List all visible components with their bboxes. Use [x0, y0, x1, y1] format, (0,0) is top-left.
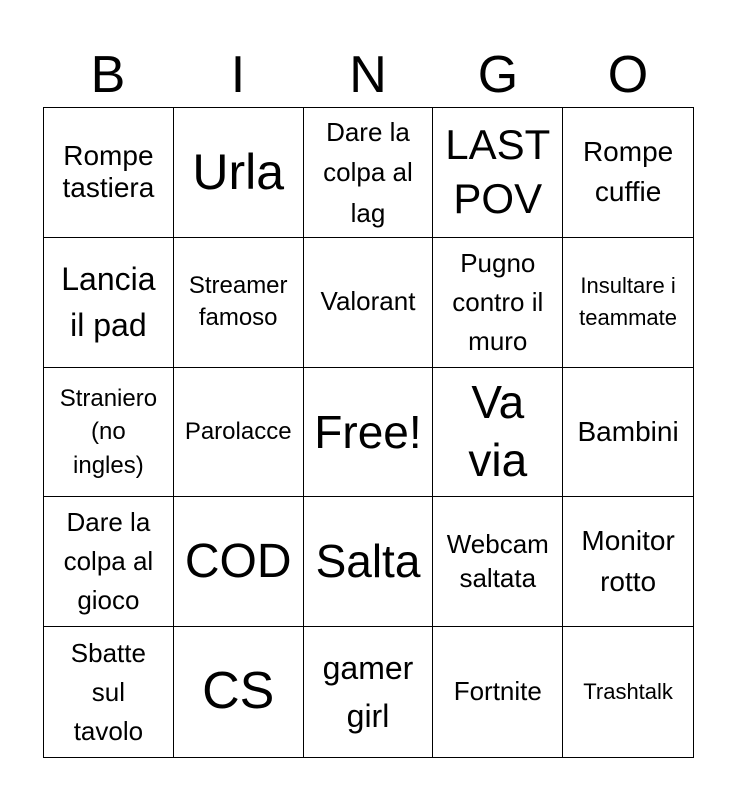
bingo-cell[interactable] — [563, 108, 693, 238]
cell-label: Bambini — [577, 415, 679, 447]
cell-label: Monitor rotto — [581, 525, 675, 597]
cell-label: LAST POV — [445, 120, 551, 223]
cell-label: Rompe cuffie — [582, 135, 674, 208]
bingo-cell[interactable] — [433, 627, 563, 757]
cell-label: Salta — [315, 535, 421, 588]
cell-label: Fortnite — [453, 676, 542, 707]
bingo-cell[interactable] — [174, 238, 304, 368]
bingo-header — [43, 44, 693, 106]
cell-label: Insultare i teammate — [579, 273, 677, 331]
bingo-cell[interactable] — [563, 627, 693, 757]
header-letter-g: G — [477, 46, 519, 104]
bingo-cell[interactable] — [44, 238, 174, 368]
cell-label: Valorant — [320, 286, 416, 317]
header-letter-b: B — [90, 46, 126, 104]
bingo-cell[interactable] — [304, 368, 434, 498]
header-letter-i: I — [230, 46, 246, 104]
cell-label: Sbatte sul tavolo — [70, 637, 146, 746]
bingo-cell[interactable] — [174, 627, 304, 757]
cell-label: CS — [202, 662, 275, 721]
bingo-cell[interactable] — [174, 497, 304, 627]
bingo-cell[interactable] — [433, 238, 563, 368]
cell-label: Straniero (no ingles) — [59, 384, 158, 479]
bingo-cell[interactable] — [304, 627, 434, 757]
bingo-cell[interactable] — [304, 108, 434, 238]
cell-label: Dare la colpa al gioco — [63, 507, 154, 616]
bingo-cell[interactable] — [304, 497, 434, 627]
cell-label: COD — [184, 535, 292, 589]
bingo-cell[interactable] — [563, 497, 693, 627]
header-letter-n: N — [349, 46, 387, 104]
bingo-cell[interactable] — [174, 368, 304, 498]
cell-label: Va via — [468, 376, 528, 486]
bingo-cell[interactable] — [433, 497, 563, 627]
bingo-cell[interactable] — [174, 108, 304, 238]
bingo-cell[interactable] — [44, 368, 174, 498]
cell-label: Urla — [192, 143, 285, 200]
cell-label: Pugno contro il muro — [452, 247, 544, 356]
bingo-cell[interactable] — [433, 108, 563, 238]
cell-label: Rompe tastiera — [62, 140, 155, 204]
cell-label: Parolacce — [184, 418, 292, 446]
cell-label: Webcam saltata — [446, 528, 549, 593]
bingo-cell[interactable] — [44, 627, 174, 757]
cell-label: Dare la colpa al lag — [323, 116, 413, 228]
cell-label: Lancia il pad — [61, 260, 156, 344]
header-letter-o: O — [607, 46, 649, 104]
cell-label: Trashtalk — [583, 679, 673, 705]
bingo-board — [43, 107, 694, 758]
bingo-cell[interactable] — [433, 368, 563, 498]
cell-label: gamer girl — [322, 650, 414, 735]
bingo-cell[interactable] — [44, 497, 174, 627]
bingo-cell[interactable] — [563, 368, 693, 498]
cell-label: Streamer famoso — [188, 271, 288, 332]
bingo-cell[interactable] — [44, 108, 174, 238]
cell-label: Free! — [314, 405, 422, 458]
bingo-cell[interactable] — [304, 238, 434, 368]
bingo-cell[interactable] — [563, 238, 693, 368]
